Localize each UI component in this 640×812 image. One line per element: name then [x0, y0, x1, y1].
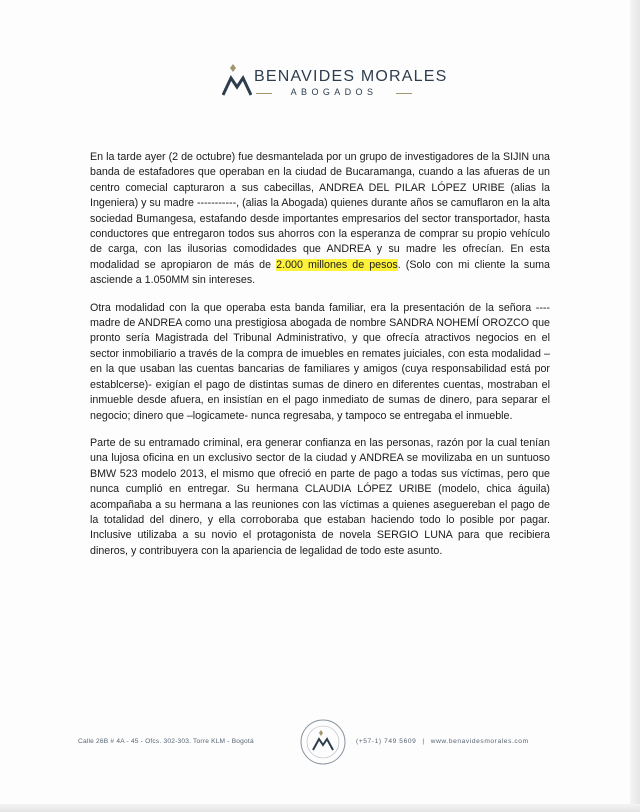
brand-subtitle: ABOGADOS [290, 87, 378, 97]
page-edge-shadow-bottom [0, 804, 640, 812]
footer-phone: (+57-1) 749 5609 [356, 738, 417, 745]
brand-divider-right [396, 93, 412, 94]
paragraph-1-tail: . (Solo con mi cliente la suma asciende a 1.050MM sin intereses. [90, 258, 551, 287]
letterhead-logo [222, 64, 448, 102]
footer-separator: | [422, 738, 425, 745]
benavides-morales-seal-icon [299, 718, 347, 766]
footer-website[interactable]: www.benavidesmorales.com [430, 738, 529, 745]
brand-subtitle-row [256, 87, 412, 99]
paragraph-2: Otra modalidad con la que operaba esta banda familiar, era la presentación de la señora ---- madre de ANDREA como una prestigiosa abogada de nombre SANDRA NOHEMÍ OROZCO que pronto sería Magistrada del Tribunal Administrativo, y que ofrecía atractivos negocios en el sector inmobiliario a través de la compra de imuebles en remates juiciales, con esta modalidad –en la que usaban las cuentas bancarias de familiares y amigos (cuya responsabilidad está por establcerse)- exigían el pago de distintas sumas de dinero en diferentes cuentas, mostraban el inmueble desde afuera, en insistían en el pago inmediato de sumas de dinero, para separar el negocio; dinero que –logicamete- nunca regresaba, y tampoco se entregaba el inmueble. [90, 301, 550, 422]
brand-divider-left [256, 93, 272, 94]
highlighted-amount: 2.000 millones de pesos [276, 258, 398, 271]
brand-name: BENAVIDES MORALES [254, 68, 448, 85]
letter-body [90, 150, 550, 571]
letter-footer [78, 718, 578, 768]
page-edge-shadow-right [630, 0, 640, 812]
paragraph-3: Parte de su entramado criminal, era generar confianza en las personas, razón por la cual tenían una lujosa oficina en un exclusivo sector de la ciudad y ANDREA se movilizaba en un suntuoso BMW 523 modelo 2013, el mismo que ofreció en parte de pago a todas sus víctimas, pero que nunca cumplió en entregar. Su hermana CLAUDIA LÓPEZ URIBE (modelo, chica águila) acompañaba a su hermana a las reuniones con las víctimas a quienes aseguereban el pago de la totalidad del dinero, y ella corroboraba que estaban haciendo todo lo posible por pagar. Inclusive utilizaba a su novio el protagonista de novela SERGIO LUNA para que recibiera dineros, y contribuyera con la apariencia de legalidad de todo este asunto. [90, 436, 550, 557]
paragraph-1 [90, 150, 550, 289]
benavides-morales-mountain-logo-icon [222, 64, 252, 98]
footer-address: Calle 26B # 4A - 45 - Ofcs. 302-303. Torre KLM - Bogotá [78, 738, 254, 745]
paragraph-1-text: En la tarde ayer (2 de octubre) fue desmantelada por un grupo de investigadores de la SIJIN una banda de estafadores que operaban en la ciudad de Bucaramanga, cuando a las afueras de un centro comecial capturaron a sus cabecillas, ANDREA DEL PILAR LÓPEZ URIBE (alias la Ingeniera) y su madre -----------, (alias la Abogada) quienes durante años se camuflaron en la alta sociedad Bumangesa, estafando desde importantes empresarios del sector transportador, hasta conductores que entregaron todos sus ahorros con la esperanza de comprar su propio vehículo de carga, con las ilusorias comodidades que ANDREA y su madre les ofrecían. En esta modalidad se apropiaron de más de [90, 151, 550, 271]
footer-contact [356, 738, 529, 745]
